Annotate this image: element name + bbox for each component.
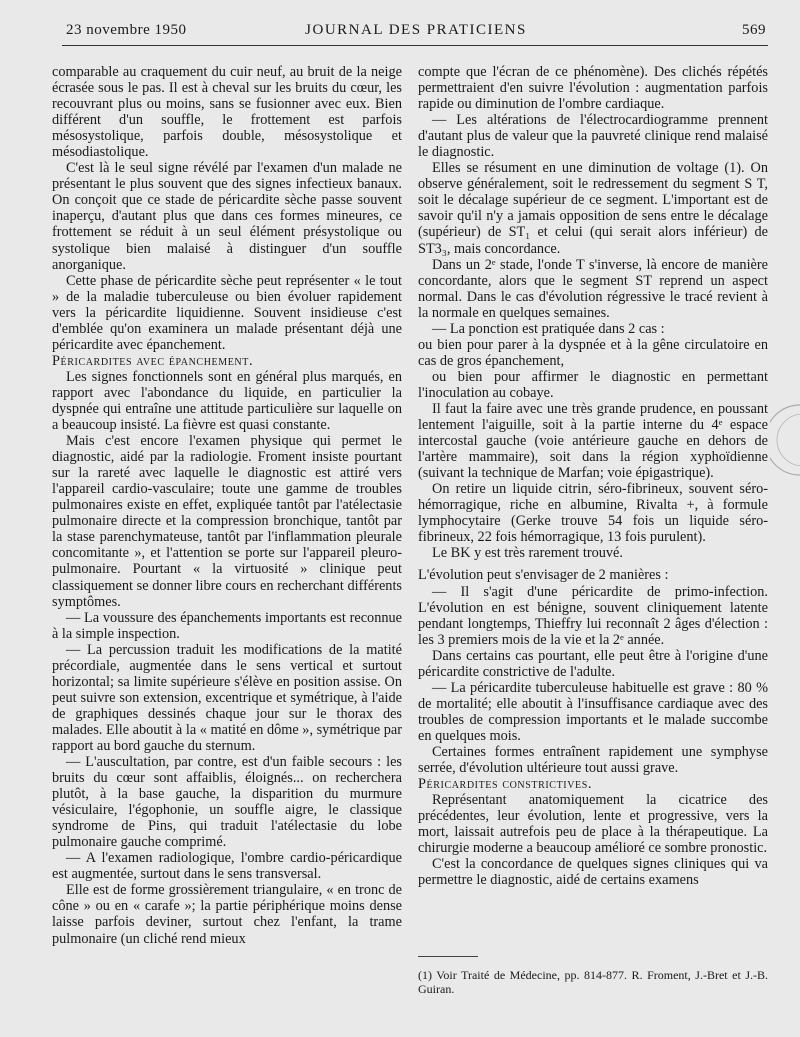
- paragraph: Certaines formes entraînent rapidement une symphyse serrée, d'évolution ultérieure tout aussi grave.: [418, 743, 768, 777]
- paragraph: Le BK y est très rarement trouvé.: [432, 545, 623, 562]
- paragraph: Représentant anatomiquement la cicatrice des précédentes, leur évolution, lente et progressive, vers la mort, laissait autrefois peu de place à la thérapeutique. La chirurgie moderne a beaucoup amélioré ce sombre pronostic.: [418, 792, 768, 857]
- paragraph: On retire un liquide citrin, séro-fibrineux, souvent séro-hémorragique, riche en albumine, Rivalta +, à formule lymphocytaire (Gerke trouve 54 fois un liquide séro-fibrineux, 22 fois hémorragique, 13 fois purulent).: [418, 481, 768, 546]
- paragraph: — A l'examen radiologique, l'ombre cardio-péricardique est augmentée, surtout dans le sens transversal.: [52, 850, 402, 883]
- paragraph: compte que l'écran de ce phénomène). Des clichés répétés permettraient d'en suivre l'évolution : augmentation parfois rapide ou diminution de l'ombre cardiaque.: [418, 64, 768, 113]
- paragraph: — La ponction est pratiquée dans 2 cas :: [432, 320, 665, 337]
- paragraph: Cette phase de péricardite sèche peut représenter « le tout » de la maladie tuberculeuse ou bien évoluer rapidement vers la péricardite liquidienne. Souvent insidieuse c'est d'emblée qu'on examinera un malade présentant déjà une péricardite avec épanchement.: [52, 272, 402, 353]
- paragraph: Il faut la faire avec une très grande prudence, en poussant lentement l'aiguille, soit à la partie interne du 4ᵉ espace intercostal gauche (voie antérieure gauche en dehors de l'artère mammaire), soit dans la région xyphoïdienne (suivant la technique de Marfan; voie épigastrique).: [418, 400, 768, 482]
- right-column: [418, 64, 768, 888]
- journal-title: JOURNAL DES PRATICIENS: [305, 22, 527, 38]
- paragraph: comparable au craquement du cuir neuf, au bruit de la neige écrasée sous le pas. Il est à cheval sur les bruits du cœur, les recouvrant plus ou moins, sans se fusionner avec eux. Bien différent d'un souffle, le frottement est parfois mésosystolique, parfois double, mésosystolique et mésodiastolique.: [52, 64, 402, 161]
- left-column: [52, 64, 402, 947]
- paragraph: — La péricardite tuberculeuse habituelle est grave : 80 % de mortalité; elle aboutit à l'insuffisance cardiaque avec des troubles de compression importants et le malade succombe en quelques mois.: [418, 679, 768, 744]
- paragraph: — Les altérations de l'électrocardiogramme prennent d'autant plus de valeur que la pauvreté clinique rend malaisé le diagnostic.: [418, 112, 768, 161]
- paragraph: L'évolution peut s'envisager de 2 manières :: [418, 567, 669, 584]
- running-header: [62, 18, 770, 44]
- paragraph: Mais c'est encore l'examen physique qui permet le diagnostic, aidé par la radiologie. Froment insiste pourtant sur la rareté avec laquelle le diagnostic est attiré vers l'appareil cardio-vasculaire; toute une gamme de troubles pulmonaires existe en effet, expliquée tantôt par l'atélectasie pulmonaire directe et la compression bronchique, tantôt par la stase parenchymateuse, tantôt par l'inflammation pleurale concomitante », et l'attention se porte sur l'appareil pleuro-pulmonaire. Pourtant « la virtuosité » clinique peut classiquement se donner libre cours en recherchant différents symptômes.: [52, 433, 402, 610]
- paragraph: Dans un 2ᵉ stade, l'onde T s'inverse, là encore de manière concordante, alors que le segment ST reprend un aspect normal. Dans le cas d'évolution régressive le tracé revient à la normale en quelques semaines.: [418, 256, 768, 321]
- paragraph: C'est là le seul signe révélé par l'examen d'un malade ne présentant le plus souvent que des signes infectieux banaux. On conçoit que ce stade de péricardite sèche passe souvent inaperçu, d'autant plus que dans ces formes mineures, ce frottement se réduit à un seul élément présystolique ou systolique bien malaisé à distinguer d'un souffle anorganique.: [52, 160, 402, 273]
- paragraph: — La percussion traduit les modifications de la matité précordiale, augmentée dans le sens vertical et surtout horizontal; sa limite supérieure s'élève en position assise. On peut suivre son extension, excentrique et symétrique, à l'aide de graphiques dessinés chaque jour sur le thorax des malades. Elle aboutit à la « matité en dôme », symétrique par rapport au bord gauche du sternum.: [52, 641, 402, 754]
- issue-date: 23 novembre 1950: [66, 22, 187, 38]
- paragraph: C'est la concordance de quelques signes cliniques qui va permettre le diagnostic, aidé de certains examens: [418, 856, 768, 889]
- footnote: (1) Voir Traité de Médecine, pp. 814-877. R. Froment, J.-Bret et J.-B. Guiran.: [418, 968, 768, 996]
- paragraph: ou bien pour parer à la dyspnée et à la gêne circulatoire en cas de gros épanchement,: [418, 336, 768, 369]
- paragraph: ou bien pour affirmer le diagnostic en permettant l'inoculation au cobaye.: [418, 368, 768, 401]
- footnote-rule: [418, 956, 478, 957]
- paragraph: Elles se résument en une diminution de voltage (1). On observe généralement, soit le redressement du segment S T, soit le décalage supérieur de ce segment. L'important est de savoir qu'il n'y a jamais opposition de sens entre le décalage (supérieur) de ST₁ et celui (qui serait alors inférieur) de ST3₃, mais concordance.: [418, 160, 768, 257]
- section-heading: Péricardites avec épanchement.: [52, 352, 254, 369]
- paragraph: Dans certains cas pourtant, elle peut être à l'origine d'une péricardite constrictive de l'adulte.: [418, 647, 768, 680]
- header-rule: [62, 45, 768, 46]
- paragraph: — La voussure des épanchements importants est reconnue à la simple inspection.: [52, 609, 402, 642]
- paragraph: — L'auscultation, par contre, est d'un faible secours : les bruits du cœur sont affaiblis, éloignés... on recherchera plutôt, à la base gauche, la disparition du murmure vésiculaire, l'égophonie, un souffle aigre, le classique syndrome de Pins, qui traduit l'atélectasie du lobe pulmonaire gauche comprimé.: [52, 754, 402, 851]
- paragraph: — Il s'agit d'une péricardite de primo-infection. L'évolution en est bénigne, souvent cliniquement latente pendant longtemps, Thieffry lui reconnaît 2 âges d'élection : les 3 premiers mois de la vie et la 2ᵉ année.: [418, 583, 768, 648]
- library-stamp-icon: [770, 400, 800, 480]
- section-heading: Péricardites constrictives.: [418, 776, 593, 793]
- paragraph: Elle est de forme grossièrement triangulaire, « en tronc de cône » ou en « carafe »; la partie périphérique moins dense laisse parfois deviner, surtout chez l'enfant, la trame pulmonaire (un cliché rend mieux: [52, 882, 402, 947]
- page-number: 569: [742, 22, 766, 38]
- paragraph: Les signes fonctionnels sont en général plus marqués, en rapport avec l'abondance du liquide, en particulier la dyspnée qui entraîne une attitude particulière sur laquelle on a beaucoup insisté. La fièvre est quasi constante.: [52, 368, 402, 434]
